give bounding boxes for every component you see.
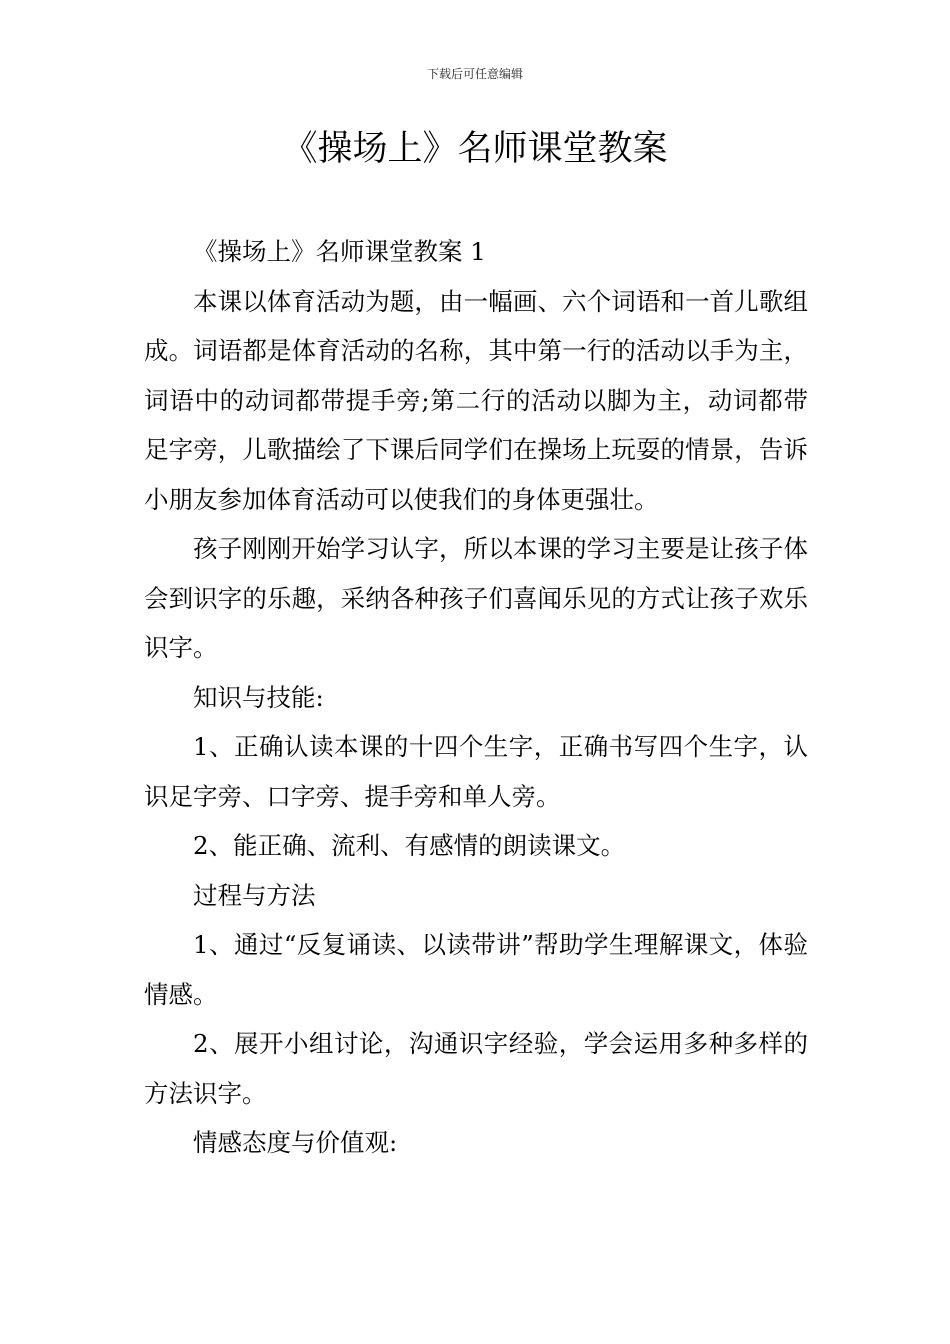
list-item: 1、正确认读本课的十四个生字，正确书写四个生字，认识足字旁、口字旁、提手旁和单人旁。 <box>144 732 808 811</box>
subheading-emotion-values: 情感态度与价值观: <box>193 1128 398 1157</box>
list-item: 1、通过“反复诵读、以读带讲”帮助学生理解课文，体验情感。 <box>144 930 808 1009</box>
subheading-knowledge-skills: 知识与技能: <box>193 682 324 712</box>
paragraph: 孩子刚刚开始学习认字，所以本课的学习主要是让孩子体会到识字的乐趣，采纳各种孩子们喜闻乐见的方式让孩子欢乐识字。 <box>144 534 808 662</box>
subheading-process-methods: 过程与方法 <box>193 880 316 910</box>
document-title: 《操场上》名师课堂教案 <box>282 129 668 169</box>
document-body <box>144 227 808 1168</box>
list-item: 2、展开小组讨论，沟通识字经验，学会运用多种多样的方法识字。 <box>144 1029 808 1108</box>
section-heading: 《操场上》名师课堂教案 1 <box>193 237 486 266</box>
list-item: 2、能正确、流利、有感情的朗读课文。 <box>193 831 626 860</box>
header-note: 下载后可任意编辑 <box>426 67 523 81</box>
paragraph: 本课以体育活动为题，由一幅画、六个词语和一首儿歌组成。词语都是体育活动的名称，其中第一行的活动以手为主，词语中的动词都带提手旁;第二行的活动以脚为主，动词都带足字旁，儿歌描绘了下课后同学们在操场上玩耍的情景，告诉小朋友参加体育活动可以使我们的身体更强壮。 <box>144 286 808 514</box>
